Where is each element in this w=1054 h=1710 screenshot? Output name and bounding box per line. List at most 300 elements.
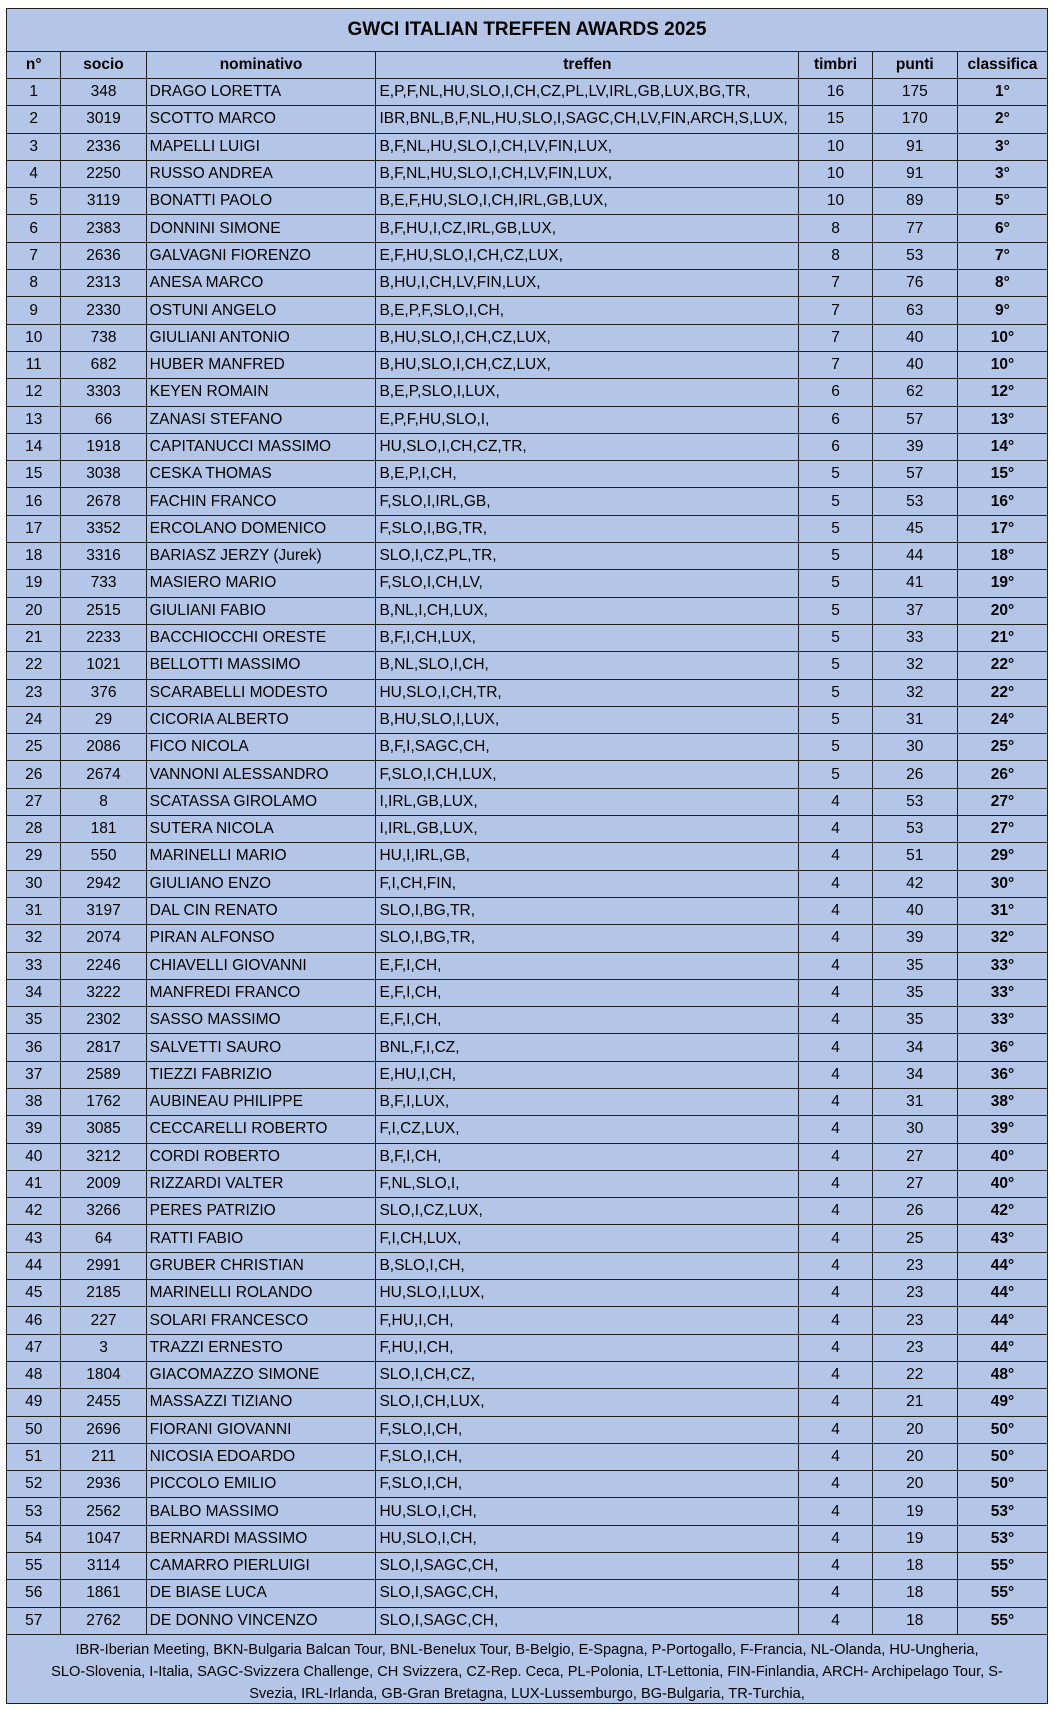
ranking-cell: 10°	[957, 351, 1047, 378]
table-row	[7, 788, 1047, 815]
member-number-cell: 3019	[61, 106, 146, 133]
treffen-list-cell: SLO,I,CZ,LUX,	[376, 1198, 799, 1225]
table-row	[7, 79, 1047, 106]
table-row	[7, 188, 1047, 215]
ranking-cell: 22°	[957, 679, 1047, 706]
treffen-list-cell: SLO,I,CH,LUX,	[376, 1389, 799, 1416]
ranking-cell: 12°	[957, 379, 1047, 406]
member-number-cell: 66	[61, 406, 146, 433]
stamps-count-cell: 4	[799, 1498, 872, 1525]
member-name-cell: SUTERA NICOLA	[146, 816, 376, 843]
member-name-cell: MASSAZZI TIZIANO	[146, 1389, 376, 1416]
points-cell: 18	[872, 1580, 957, 1607]
member-number-cell: 2562	[61, 1498, 146, 1525]
ranking-cell: 44°	[957, 1252, 1047, 1279]
table-row	[7, 488, 1047, 515]
ranking-cell: 50°	[957, 1471, 1047, 1498]
ranking-cell: 48°	[957, 1361, 1047, 1388]
member-name-cell: CICORIA ALBERTO	[146, 706, 376, 733]
ranking-cell: 20°	[957, 597, 1047, 624]
points-cell: 33	[872, 624, 957, 651]
ranking-cell: 33°	[957, 952, 1047, 979]
member-number-cell: 3085	[61, 1116, 146, 1143]
points-cell: 53	[872, 488, 957, 515]
member-number-cell: 2233	[61, 624, 146, 651]
member-number-cell: 348	[61, 79, 146, 106]
treffen-list-cell: B,HU,SLO,I,LUX,	[376, 706, 799, 733]
member-name-cell: TRAZZI ERNESTO	[146, 1334, 376, 1361]
points-cell: 40	[872, 351, 957, 378]
points-cell: 25	[872, 1225, 957, 1252]
ranking-cell: 25°	[957, 734, 1047, 761]
table-row	[7, 1225, 1047, 1252]
points-cell: 37	[872, 597, 957, 624]
table-row	[7, 297, 1047, 324]
legend	[7, 1635, 1047, 1705]
points-cell: 30	[872, 734, 957, 761]
table-row	[7, 406, 1047, 433]
member-number-cell: 3222	[61, 979, 146, 1006]
member-name-cell: RUSSO ANDREA	[146, 160, 376, 187]
points-cell: 20	[872, 1443, 957, 1470]
treffen-list-cell: B,F,I,CH,LUX,	[376, 624, 799, 651]
points-cell: 77	[872, 215, 957, 242]
member-name-cell: MARINELLI MARIO	[146, 843, 376, 870]
points-cell: 23	[872, 1334, 957, 1361]
row-number-cell: 20	[7, 597, 61, 624]
member-number-cell: 2313	[61, 270, 146, 297]
table-row	[7, 1170, 1047, 1197]
treffen-list-cell: E,HU,I,CH,	[376, 1061, 799, 1088]
member-name-cell: DE BIASE LUCA	[146, 1580, 376, 1607]
stamps-count-cell: 6	[799, 433, 872, 460]
stamps-count-cell: 4	[799, 1252, 872, 1279]
member-name-cell: GIULIANI FABIO	[146, 597, 376, 624]
row-number-cell: 42	[7, 1198, 61, 1225]
treffen-list-cell: HU,SLO,I,CH,TR,	[376, 679, 799, 706]
member-number-cell: 1804	[61, 1361, 146, 1388]
row-number-cell: 7	[7, 242, 61, 269]
row-number-cell: 14	[7, 433, 61, 460]
table-row	[7, 706, 1047, 733]
row-number-cell: 36	[7, 1034, 61, 1061]
points-cell: 39	[872, 925, 957, 952]
stamps-count-cell: 5	[799, 597, 872, 624]
stamps-count-cell: 4	[799, 1443, 872, 1470]
row-number-cell: 1	[7, 79, 61, 106]
stamps-count-cell: 4	[799, 1607, 872, 1634]
treffen-list-cell: B,F,NL,HU,SLO,I,CH,LV,FIN,LUX,	[376, 160, 799, 187]
treffen-list-cell: E,P,F,HU,SLO,I,	[376, 406, 799, 433]
member-name-cell: CAPITANUCCI MASSIMO	[146, 433, 376, 460]
stamps-count-cell: 4	[799, 1225, 872, 1252]
ranking-cell: 31°	[957, 897, 1047, 924]
table-row	[7, 1088, 1047, 1115]
ranking-cell: 18°	[957, 543, 1047, 570]
row-number-cell: 25	[7, 734, 61, 761]
member-name-cell: CESKA THOMAS	[146, 461, 376, 488]
member-name-cell: BACCHIOCCHI ORESTE	[146, 624, 376, 651]
table-row	[7, 925, 1047, 952]
member-name-cell: DRAGO LORETTA	[146, 79, 376, 106]
ranking-cell: 13°	[957, 406, 1047, 433]
treffen-list-cell: B,E,F,HU,SLO,I,CH,IRL,GB,LUX,	[376, 188, 799, 215]
member-number-cell: 2455	[61, 1389, 146, 1416]
stamps-count-cell: 4	[799, 952, 872, 979]
row-number-cell: 8	[7, 270, 61, 297]
stamps-count-cell: 4	[799, 1525, 872, 1552]
ranking-cell: 10°	[957, 324, 1047, 351]
table-row	[7, 870, 1047, 897]
member-number-cell: 550	[61, 843, 146, 870]
table-row	[7, 1198, 1047, 1225]
treffen-list-cell: B,HU,SLO,I,CH,CZ,LUX,	[376, 351, 799, 378]
table-row	[7, 1443, 1047, 1470]
column-header-classifica: classifica	[957, 52, 1047, 79]
points-cell: 30	[872, 1116, 957, 1143]
points-cell: 91	[872, 160, 957, 187]
member-name-cell: SCATASSA GIROLAMO	[146, 788, 376, 815]
points-cell: 27	[872, 1143, 957, 1170]
row-number-cell: 30	[7, 870, 61, 897]
treffen-list-cell: B,HU,I,CH,LV,FIN,LUX,	[376, 270, 799, 297]
stamps-count-cell: 4	[799, 1471, 872, 1498]
stamps-count-cell: 5	[799, 515, 872, 542]
member-name-cell: GALVAGNI FIORENZO	[146, 242, 376, 269]
stamps-count-cell: 4	[799, 979, 872, 1006]
member-number-cell: 3212	[61, 1143, 146, 1170]
member-name-cell: PICCOLO EMILIO	[146, 1471, 376, 1498]
member-name-cell: DAL CIN RENATO	[146, 897, 376, 924]
member-name-cell: CHIAVELLI GIOVANNI	[146, 952, 376, 979]
stamps-count-cell: 8	[799, 242, 872, 269]
ranking-cell: 3°	[957, 160, 1047, 187]
table-row	[7, 133, 1047, 160]
treffen-list-cell: F,NL,SLO,I,	[376, 1170, 799, 1197]
member-number-cell: 2762	[61, 1607, 146, 1634]
member-number-cell: 2991	[61, 1252, 146, 1279]
treffen-list-cell: SLO,I,CZ,PL,TR,	[376, 543, 799, 570]
table-row	[7, 1525, 1047, 1552]
treffen-list-cell: F,SLO,I,IRL,GB,	[376, 488, 799, 515]
table-row	[7, 543, 1047, 570]
stamps-count-cell: 6	[799, 406, 872, 433]
ranking-cell: 8°	[957, 270, 1047, 297]
treffen-list-cell: E,P,F,NL,HU,SLO,I,CH,CZ,PL,LV,IRL,GB,LUX,BG,TR,	[376, 79, 799, 106]
table-row	[7, 816, 1047, 843]
treffen-list-cell: SLO,I,BG,TR,	[376, 925, 799, 952]
ranking-cell: 50°	[957, 1416, 1047, 1443]
table-row	[7, 734, 1047, 761]
ranking-cell: 44°	[957, 1307, 1047, 1334]
treffen-list-cell: E,F,I,CH,	[376, 979, 799, 1006]
points-cell: 19	[872, 1525, 957, 1552]
row-number-cell: 55	[7, 1553, 61, 1580]
treffen-list-cell: B,F,I,LUX,	[376, 1088, 799, 1115]
ranking-cell: 55°	[957, 1607, 1047, 1634]
row-number-cell: 21	[7, 624, 61, 651]
stamps-count-cell: 4	[799, 1007, 872, 1034]
treffen-list-cell: B,E,P,F,SLO,I,CH,	[376, 297, 799, 324]
table-row	[7, 433, 1047, 460]
member-number-cell: 3	[61, 1334, 146, 1361]
points-cell: 34	[872, 1034, 957, 1061]
table-row	[7, 1280, 1047, 1307]
member-number-cell: 211	[61, 1443, 146, 1470]
table-row	[7, 1007, 1047, 1034]
stamps-count-cell: 7	[799, 297, 872, 324]
points-cell: 175	[872, 79, 957, 106]
member-name-cell: FICO NICOLA	[146, 734, 376, 761]
points-cell: 19	[872, 1498, 957, 1525]
ranking-cell: 50°	[957, 1443, 1047, 1470]
member-number-cell: 1861	[61, 1580, 146, 1607]
row-number-cell: 52	[7, 1471, 61, 1498]
table-row	[7, 215, 1047, 242]
stamps-count-cell: 10	[799, 133, 872, 160]
stamps-count-cell: 4	[799, 843, 872, 870]
ranking-cell: 15°	[957, 461, 1047, 488]
member-name-cell: PERES PATRIZIO	[146, 1198, 376, 1225]
member-name-cell: MASIERO MARIO	[146, 570, 376, 597]
row-number-cell: 19	[7, 570, 61, 597]
stamps-count-cell: 4	[799, 816, 872, 843]
member-number-cell: 29	[61, 706, 146, 733]
ranking-cell: 40°	[957, 1143, 1047, 1170]
stamps-count-cell: 4	[799, 1170, 872, 1197]
row-number-cell: 12	[7, 379, 61, 406]
treffen-list-cell: I,IRL,GB,LUX,	[376, 816, 799, 843]
row-number-cell: 37	[7, 1061, 61, 1088]
points-cell: 39	[872, 433, 957, 460]
member-number-cell: 376	[61, 679, 146, 706]
treffen-list-cell: SLO,I,SAGC,CH,	[376, 1553, 799, 1580]
row-number-cell: 56	[7, 1580, 61, 1607]
treffen-list-cell: SLO,I,CH,CZ,	[376, 1361, 799, 1388]
treffen-list-cell: F,I,CH,FIN,	[376, 870, 799, 897]
points-cell: 20	[872, 1471, 957, 1498]
ranking-cell: 5°	[957, 188, 1047, 215]
stamps-count-cell: 5	[799, 570, 872, 597]
row-number-cell: 53	[7, 1498, 61, 1525]
points-cell: 27	[872, 1170, 957, 1197]
row-number-cell: 49	[7, 1389, 61, 1416]
treffen-list-cell: F,SLO,I,CH,	[376, 1416, 799, 1443]
stamps-count-cell: 7	[799, 324, 872, 351]
member-number-cell: 8	[61, 788, 146, 815]
row-number-cell: 11	[7, 351, 61, 378]
stamps-count-cell: 4	[799, 1361, 872, 1388]
stamps-count-cell: 4	[799, 1307, 872, 1334]
member-number-cell: 2185	[61, 1280, 146, 1307]
member-number-cell: 2336	[61, 133, 146, 160]
member-name-cell: DONNINI SIMONE	[146, 215, 376, 242]
stamps-count-cell: 8	[799, 215, 872, 242]
table-row	[7, 1498, 1047, 1525]
treffen-list-cell: HU,I,IRL,GB,	[376, 843, 799, 870]
points-cell: 32	[872, 652, 957, 679]
row-number-cell: 31	[7, 897, 61, 924]
points-cell: 35	[872, 979, 957, 1006]
table-row	[7, 1580, 1047, 1607]
points-cell: 34	[872, 1061, 957, 1088]
stamps-count-cell: 4	[799, 1034, 872, 1061]
member-name-cell: GIULIANO ENZO	[146, 870, 376, 897]
points-cell: 76	[872, 270, 957, 297]
points-cell: 42	[872, 870, 957, 897]
treffen-list-cell: F,HU,I,CH,	[376, 1307, 799, 1334]
row-number-cell: 28	[7, 816, 61, 843]
treffen-list-cell: B,NL,I,CH,LUX,	[376, 597, 799, 624]
points-cell: 91	[872, 133, 957, 160]
table-row	[7, 515, 1047, 542]
row-number-cell: 40	[7, 1143, 61, 1170]
ranking-cell: 9°	[957, 297, 1047, 324]
member-name-cell: SCARABELLI MODESTO	[146, 679, 376, 706]
row-number-cell: 54	[7, 1525, 61, 1552]
points-cell: 40	[872, 324, 957, 351]
points-cell: 35	[872, 1007, 957, 1034]
table-row	[7, 570, 1047, 597]
row-number-cell: 35	[7, 1007, 61, 1034]
ranking-cell: 40°	[957, 1170, 1047, 1197]
member-number-cell: 2696	[61, 1416, 146, 1443]
member-name-cell: AUBINEAU PHILIPPE	[146, 1088, 376, 1115]
member-name-cell: CAMARRO PIERLUIGI	[146, 1553, 376, 1580]
row-number-cell: 23	[7, 679, 61, 706]
member-name-cell: DE DONNO VINCENZO	[146, 1607, 376, 1634]
points-cell: 57	[872, 461, 957, 488]
stamps-count-cell: 4	[799, 1088, 872, 1115]
member-number-cell: 1047	[61, 1525, 146, 1552]
row-number-cell: 13	[7, 406, 61, 433]
points-cell: 31	[872, 706, 957, 733]
points-cell: 63	[872, 297, 957, 324]
row-number-cell: 39	[7, 1116, 61, 1143]
column-header-punti: punti	[872, 52, 957, 79]
points-cell: 45	[872, 515, 957, 542]
ranking-cell: 30°	[957, 870, 1047, 897]
stamps-count-cell: 4	[799, 1580, 872, 1607]
member-number-cell: 2074	[61, 925, 146, 952]
member-name-cell: GIACOMAZZO SIMONE	[146, 1361, 376, 1388]
table-row	[7, 1334, 1047, 1361]
table-row	[7, 1252, 1047, 1279]
member-number-cell: 2250	[61, 160, 146, 187]
row-number-cell: 47	[7, 1334, 61, 1361]
table-row	[7, 761, 1047, 788]
treffen-list-cell: SLO,I,SAGC,CH,	[376, 1580, 799, 1607]
member-name-cell: FIORANI GIOVANNI	[146, 1416, 376, 1443]
table-row	[7, 1361, 1047, 1388]
points-cell: 22	[872, 1361, 957, 1388]
table-row	[7, 461, 1047, 488]
stamps-count-cell: 4	[799, 1334, 872, 1361]
member-number-cell: 2009	[61, 1170, 146, 1197]
member-name-cell: BELLOTTI MASSIMO	[146, 652, 376, 679]
ranking-cell: 3°	[957, 133, 1047, 160]
member-number-cell: 3316	[61, 543, 146, 570]
member-name-cell: SOLARI FRANCESCO	[146, 1307, 376, 1334]
member-number-cell: 2330	[61, 297, 146, 324]
points-cell: 20	[872, 1416, 957, 1443]
row-number-cell: 50	[7, 1416, 61, 1443]
table-row	[7, 624, 1047, 651]
row-number-cell: 15	[7, 461, 61, 488]
member-name-cell: MARINELLI ROLANDO	[146, 1280, 376, 1307]
treffen-list-cell: B,F,I,SAGC,CH,	[376, 734, 799, 761]
member-name-cell: HUBER MANFRED	[146, 351, 376, 378]
table-row	[7, 952, 1047, 979]
treffen-list-cell: E,F,I,CH,	[376, 1007, 799, 1034]
treffen-list-cell: SLO,I,BG,TR,	[376, 897, 799, 924]
stamps-count-cell: 5	[799, 624, 872, 651]
table-row	[7, 160, 1047, 187]
row-number-cell: 2	[7, 106, 61, 133]
row-number-cell: 29	[7, 843, 61, 870]
ranking-cell: 27°	[957, 816, 1047, 843]
table-row	[7, 106, 1047, 133]
member-number-cell: 1021	[61, 652, 146, 679]
member-number-cell: 2383	[61, 215, 146, 242]
treffen-list-cell: F,SLO,I,CH,	[376, 1443, 799, 1470]
member-number-cell: 2302	[61, 1007, 146, 1034]
row-number-cell: 22	[7, 652, 61, 679]
ranking-cell: 16°	[957, 488, 1047, 515]
treffen-list-cell: B,NL,SLO,I,CH,	[376, 652, 799, 679]
points-cell: 53	[872, 816, 957, 843]
treffen-list-cell: F,SLO,I,CH,	[376, 1471, 799, 1498]
treffen-list-cell: B,E,P,SLO,I,LUX,	[376, 379, 799, 406]
row-number-cell: 3	[7, 133, 61, 160]
row-number-cell: 33	[7, 952, 61, 979]
ranking-cell: 2°	[957, 106, 1047, 133]
stamps-count-cell: 5	[799, 679, 872, 706]
stamps-count-cell: 5	[799, 652, 872, 679]
points-cell: 51	[872, 843, 957, 870]
row-number-cell: 34	[7, 979, 61, 1006]
row-number-cell: 46	[7, 1307, 61, 1334]
member-name-cell: OSTUNI ANGELO	[146, 297, 376, 324]
member-name-cell: BARIASZ JERZY (Jurek)	[146, 543, 376, 570]
member-name-cell: FACHIN FRANCO	[146, 488, 376, 515]
table-row	[7, 1416, 1047, 1443]
table-row	[7, 1143, 1047, 1170]
row-number-cell: 27	[7, 788, 61, 815]
member-number-cell: 2589	[61, 1061, 146, 1088]
treffen-list-cell: F,I,CH,LUX,	[376, 1225, 799, 1252]
treffen-list-cell: HU,SLO,I,LUX,	[376, 1280, 799, 1307]
member-name-cell: VANNONI ALESSANDRO	[146, 761, 376, 788]
row-number-cell: 17	[7, 515, 61, 542]
row-number-cell: 6	[7, 215, 61, 242]
ranking-cell: 38°	[957, 1088, 1047, 1115]
member-number-cell: 3038	[61, 461, 146, 488]
header-row	[7, 52, 1047, 79]
row-number-cell: 18	[7, 543, 61, 570]
member-name-cell: SCOTTO MARCO	[146, 106, 376, 133]
column-header-n: n°	[7, 52, 61, 79]
stamps-count-cell: 4	[799, 1143, 872, 1170]
row-number-cell: 41	[7, 1170, 61, 1197]
table-row	[7, 270, 1047, 297]
row-number-cell: 51	[7, 1443, 61, 1470]
points-cell: 44	[872, 543, 957, 570]
legend-line: SLO-Slovenia, I-Italia, SAGC-Svizzera Challenge, CH Svizzera, CZ-Rep. Ceca, PL-Polonia, LT-Lettonia, FIN-Finlandia, ARCH- Archipelago Tour, S-	[51, 1663, 1003, 1680]
row-number-cell: 44	[7, 1252, 61, 1279]
column-header-timbri: timbri	[799, 52, 872, 79]
member-name-cell: MAPELLI LUIGI	[146, 133, 376, 160]
